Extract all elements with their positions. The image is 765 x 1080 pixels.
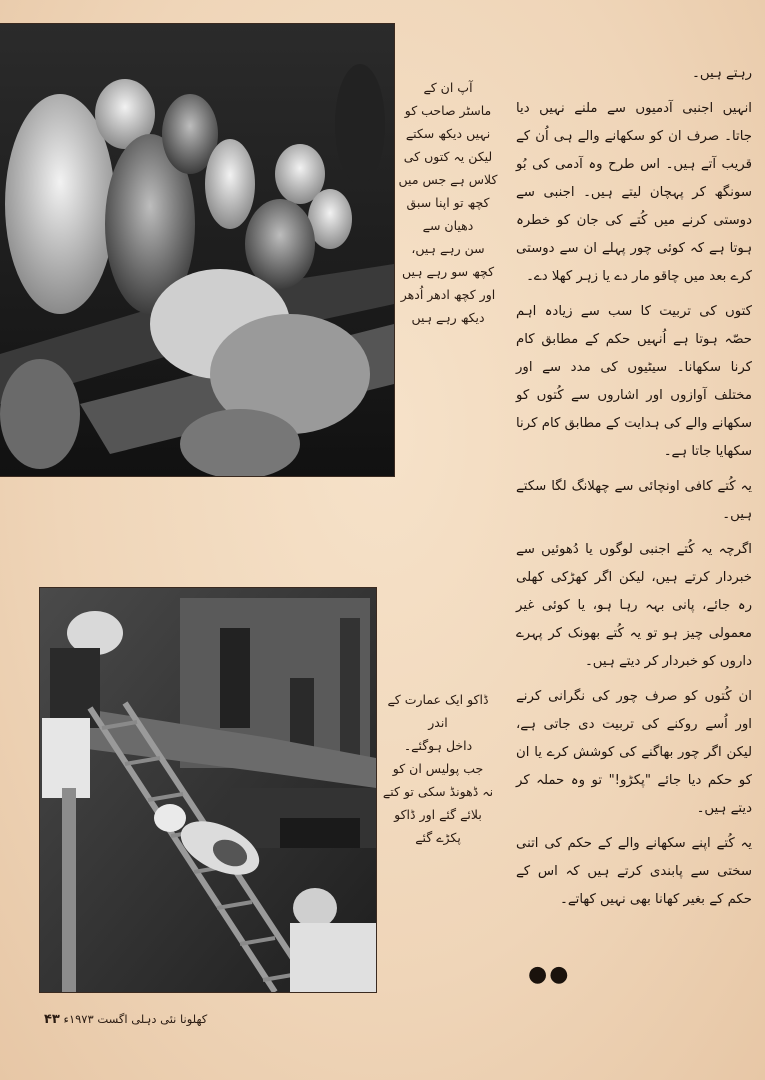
caption-line: ڈاکو ایک عمارت کے اندر [387,692,489,730]
caption-line: داخل ہوگئے۔ [403,738,473,753]
caption-line: کچھ تو اپنا سبق [406,195,490,210]
caption-line: لیکن یہ کتوں کی [403,149,493,164]
caption-line: پکڑے گئے [415,830,461,845]
caption-line: اور کچھ ادھر اُدھر [400,287,496,302]
article-paragraph: ان کُتوں کو صرف چور کی نگرانی کرنے اور اُسے روکنے کی تربیت دی جاتی ہے، لیکن اگر چور بھاگنے کی کوشش کرے یا ان کو حکم دیا جائے "پکڑو!" تو وہ حملہ کر دیتے ہیں۔ [516,689,752,816]
article-paragraph: انہیں اجنبی آدمیوں سے ملنے نہیں دیا جاتا۔ صرف ان کو سکھانے والے ہی اُن کے قریب آتے ہیں۔ اس طرح وہ آدمی کی بُو سونگھ کر پہچان لیتے ہیں۔ اجنبی سے دوستی کرنے میں کُتے کی جان کو خطرہ ہوتا ہے کہ کوئی چور پہلے ان سے دوستی کرے بعد میں چاقو مار دے یا زہر کھلا دے۔ [516,101,752,284]
caption-line: دیکھ رہے ہیں [411,310,485,325]
caption-line: کچھ سو رہے ہیں [401,264,495,279]
photo-dogs-class [0,24,394,476]
caption-bottom [378,688,498,849]
article-column [516,60,752,921]
caption-line: نہ ڈھونڈ سکی تو کتے [382,784,494,799]
caption-line: کلاس ہے جس میں [398,172,498,187]
photo-dog-ladder [40,588,376,992]
caption-line: ماسٹر صاحب کو [404,103,492,118]
page-number: ۴۳ [44,1012,60,1027]
page-footer [38,1012,298,1027]
article-paragraph: کتوں کی تربیت کا سب سے زیادہ اہم حصّہ ہوتا ہے اُنہیں حکم کے مطابق کام کرنا سکھانا۔ سیٹیوں کی مدد سے اور مختلف آوازوں اور اشاروں سے کُتوں کو سکھانے والے کی ہدایت کے مطابق کام کرنا سکھایا جاتا ہے۔ [516,304,752,459]
article-paragraph: یہ کُتے کافی اونچائی سے چھلانگ لگا سکتے ہیں۔ [516,479,752,522]
caption-line: جب پولیس ان کو [392,761,484,776]
caption-line: دھیان سے [422,218,474,233]
caption-line: نہیں دیکھ سکتے [405,126,491,141]
caption-top [398,76,498,329]
caption-line: آپ ان کے [423,80,473,95]
article-paragraph: اگرچہ یہ کُتے اجنبی لوگوں یا دُھوئیں سے خبردار کرتے ہیں، لیکن اگر کھڑکی کھلی رہ جائے، پانی بہہ رہا ہو، یا کوئی غیر معمولی چیز ہو تو یہ کُتے بھونک کر پہرے داروں کو خبردار کر دیتے ہیں۔ [516,542,752,669]
dog-ladder-illustration [40,588,376,992]
article-paragraph: یہ کُتے اپنے سکھانے والے کے حکم کی اتنی سختی سے پابندی کرتے ہیں کہ اس کے حکم کے بغیر کھانا بھی نہیں کھاتے۔ [516,836,752,907]
article-paragraph: رہتے ہیں۔ [692,66,752,81]
publication-line: کھلونا نئی دہلی اگست ۱۹۷۳ء [63,1012,208,1026]
end-mark: ●● [528,962,571,987]
caption-line: سن رہے ہیں، [411,241,485,256]
dogs-class-illustration [0,24,394,476]
caption-line: بلائے گئے اور ڈاکو [394,807,482,822]
